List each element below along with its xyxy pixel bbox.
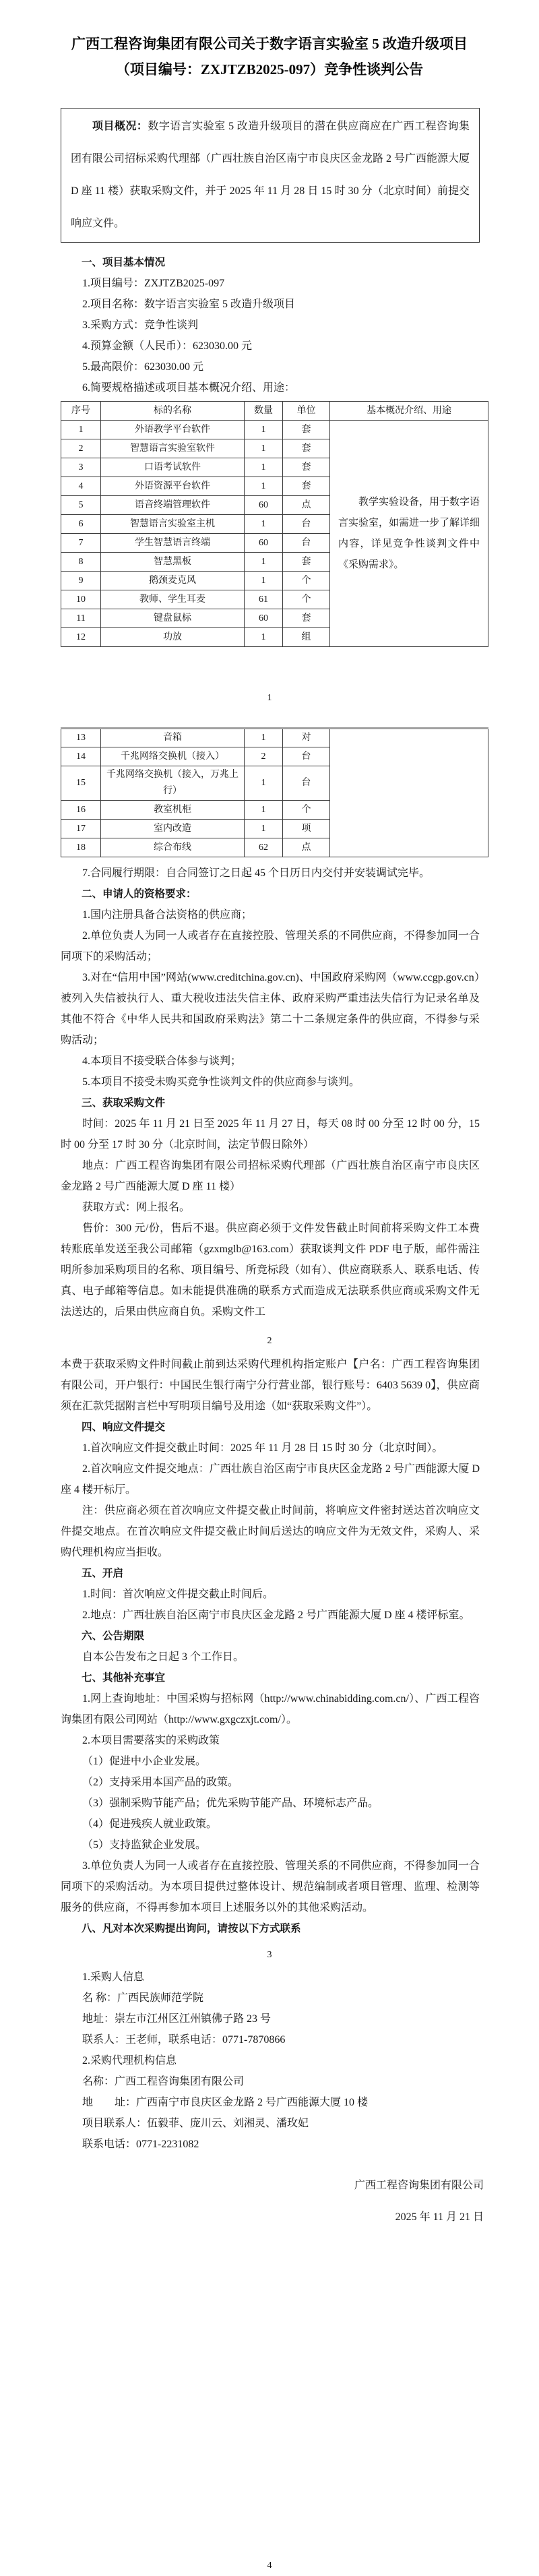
section-heading: 五、开启 xyxy=(82,1568,124,1579)
page-3-paragraphs xyxy=(0,1354,539,1939)
table-cell: 1 xyxy=(245,729,283,747)
paragraph: 获取方式：网上报名。 xyxy=(82,1202,191,1213)
table-row xyxy=(61,729,488,747)
goods-table-page2 xyxy=(61,727,488,857)
section-heading-basic-info: 一、项目基本情况 xyxy=(82,257,166,268)
table-cell: 17 xyxy=(61,820,101,838)
paragraph: 1.首次响应文件提交截止时间：2025 年 11 月 28 日 15 时 30 分（北京时间）。 xyxy=(82,1442,443,1454)
column-header-qty: 数量 xyxy=(245,402,283,421)
goods-table-page1 xyxy=(61,401,488,647)
paragraph: 3.对在“信用中国”网站(www.creditchina.gov.cn)、中国政府采购网（www.ccgp.gov.cn）被列入失信被执行人、重大税收违法失信主体、政府采购严重违法失信行为记录名单及其他不符合《中华人民共和国政府采购法》第二十二条规定条件的供应商，不得参与采购活动； xyxy=(61,972,480,1046)
table-cell: 智慧语言实验室软件 xyxy=(101,439,245,458)
table-cell: 1 xyxy=(245,421,283,439)
paragraph: 1.国内注册具备合法资格的供应商； xyxy=(82,909,253,921)
table-cell: 1 xyxy=(245,458,283,477)
section-basic-info xyxy=(0,252,539,398)
paragraph: 地址：崇左市江州区江州镇佛子路 23 号 xyxy=(82,2013,272,2025)
column-header-no: 序号 xyxy=(61,402,101,421)
paragraph: 2.项目名称：数字语言实验室 5 改造升级项目 xyxy=(82,299,296,310)
table-cell: 外语资源平台软件 xyxy=(101,477,245,496)
table-cell: 60 xyxy=(245,609,283,628)
paragraph: 4.本项目不接受联合体参与谈判； xyxy=(82,1055,242,1067)
table-cell: 学生智慧语言终端 xyxy=(101,534,245,553)
section-heading: 二、申请人的资格要求： xyxy=(82,888,197,900)
table-cell: 个 xyxy=(283,801,330,820)
table-cell: 台 xyxy=(283,534,330,553)
table-cell: 鹅颈麦克风 xyxy=(101,572,245,590)
table-cell: 综合布线 xyxy=(101,838,245,857)
table-cell: 套 xyxy=(283,458,330,477)
table-cell: 智慧黑板 xyxy=(101,553,245,572)
table-cell: 套 xyxy=(283,553,330,572)
table-cell: 语音终端管理软件 xyxy=(101,496,245,515)
table-note-cell: 教学实验设备，用于数字语言实验室，如需进一步了解详细内容，详见竞争性谈判文件中《采购需求》。 xyxy=(330,421,488,647)
signature-company: 广西工程咨询集团有限公司 xyxy=(354,2180,484,2191)
paragraph: 项目联系人：伍毅菲、庞川云、刘湘灵、潘玫妃 xyxy=(82,2118,309,2129)
paragraph: 5.最高限价：623030.00 元 xyxy=(82,361,204,373)
table-cell: 键盘鼠标 xyxy=(101,609,245,628)
paragraph: 2.首次响应文件提交地点：广西壮族自治区南宁市良庆区金龙路 2 号广西能源大厦 D 座 4 楼开标厅。 xyxy=(61,1463,480,1496)
table-row xyxy=(61,421,488,439)
table-cell: 14 xyxy=(61,747,101,766)
signature-date: 2025 年 11 月 21 日 xyxy=(395,2211,484,2223)
table-cell: 项 xyxy=(283,820,330,838)
page-number-2: 2 xyxy=(267,1336,272,1346)
table-cell: 对 xyxy=(283,729,330,747)
table-cell: 1 xyxy=(245,439,283,458)
table-cell: 10 xyxy=(61,590,101,609)
column-header-unit: 单位 xyxy=(283,402,330,421)
table-cell: 15 xyxy=(61,766,101,801)
paragraph: 1.网上查询地址：中国采购与招标网（http://www.chinabidding.com.cn/）、广西工程咨询集团有限公司网站（http://www.gxgczxjt.com/）。 xyxy=(61,1693,480,1725)
paragraph: （5）支持监狱企业发展。 xyxy=(82,1839,207,1851)
table-cell: 点 xyxy=(283,496,330,515)
table-cell: 组 xyxy=(283,628,330,647)
table-cell: 16 xyxy=(61,801,101,820)
table-cell: 套 xyxy=(283,439,330,458)
paragraph: （2）支持采用本国产品的政策。 xyxy=(82,1777,239,1788)
table-cell: 60 xyxy=(245,534,283,553)
section-heading: 七、其他补充事宜 xyxy=(82,1672,166,1684)
table-cell: 13 xyxy=(61,729,101,747)
section-heading: 八、凡对本次采购提出询问，请按以下方式联系 xyxy=(82,1923,301,1934)
page-number-1: 1 xyxy=(267,693,272,703)
table-cell: 台 xyxy=(283,515,330,534)
goods-table-header-row xyxy=(61,402,488,421)
table-cell: 60 xyxy=(245,496,283,515)
table-cell: 1 xyxy=(245,553,283,572)
paragraph: 2.单位负责人为同一人或者存在直接控股、管理关系的不同供应商，不得参加同一合同项下的采购活动； xyxy=(61,930,480,962)
table-cell: 教室机柜 xyxy=(101,801,245,820)
table-cell: 62 xyxy=(245,838,283,857)
table-cell: 室内改造 xyxy=(101,820,245,838)
paragraph: 时间：2025 年 11 月 21 日至 2025 年 11 月 27 日，每天 08 时 00 分至 12 时 00 分，15 时 00 分至 17 时 30 分（北京时间，法定节假日除外） xyxy=(61,1118,480,1151)
table-cell: 18 xyxy=(61,838,101,857)
table-cell: 2 xyxy=(61,439,101,458)
paragraph: 3.采购方式：竞争性谈判 xyxy=(82,319,199,331)
paragraph: 名称：广西工程咨询集团有限公司 xyxy=(82,2076,245,2087)
paragraph: （4）促进残疾人就业政策。 xyxy=(82,1818,218,1830)
paragraph: 联系电话：0771-2231082 xyxy=(82,2139,199,2150)
paragraph: （1）促进中小企业发展。 xyxy=(82,1756,207,1767)
table-cell: 台 xyxy=(283,766,330,801)
column-header-name: 标的名称 xyxy=(101,402,245,421)
project-overview-text xyxy=(71,111,470,240)
table-cell: 1 xyxy=(245,820,283,838)
table-cell: 1 xyxy=(245,766,283,801)
paragraph: 联系人：王老师，联系电话：0771-7870866 xyxy=(82,2034,286,2046)
table-cell: 口语考试软件 xyxy=(101,458,245,477)
table-cell: 教师、学生耳麦 xyxy=(101,590,245,609)
table-cell: 8 xyxy=(61,553,101,572)
page-2-paragraphs xyxy=(0,863,539,1322)
project-overview-body: 数字语言实验室 5 改造升级项目的潜在供应商应在广西工程咨询集团有限公司招标采购代理部（广西壮族自治区南宁市良庆区金龙路 2 号广西能源大厦 D 座 11 楼）获取采购文件，并于 2025 年 11 月 28 日 15 时 30 分（北京时间）前提交响应文件。 xyxy=(71,121,470,229)
table-cell: 点 xyxy=(283,838,330,857)
table-cell: 千兆网络交换机（接入，万兆上行） xyxy=(101,766,245,801)
table-cell: 11 xyxy=(61,609,101,628)
paragraph: 售价：300 元/份，售后不退。供应商必须于文件发售截止时间前将采购文件工本费转账底单发送至我公司邮箱（gzxmglb@163.com）获取谈判文件 PDF 电子版，邮件需注明所参加采购项目的名称、项目编号、所竞标段（如有）、供应商联系人、联系电话、传真、电子邮箱等信息。如未能提供准确的联系方式而造成无法联系供应商或采购文件无法送达的，后果由供应商自负。采购文件工 xyxy=(61,1223,480,1318)
table-cell: 外语教学平台软件 xyxy=(101,421,245,439)
table-cell: 4 xyxy=(61,477,101,496)
table-cell: 1 xyxy=(245,477,283,496)
paragraph: 本费于获取采购文件时间截止前到达采购代理机构指定账户【户名：广西工程咨询集团有限公司，开户银行：中国民生银行南宁分行营业部，银行账号：6403 5639 0】，供应商须在汇款凭据附言栏中写明项目编号及用途（如“获取采购文件”）。 xyxy=(61,1359,480,1412)
table-cell: 智慧语言实验室主机 xyxy=(101,515,245,534)
signature-block xyxy=(0,2170,484,2233)
table-cell: 1 xyxy=(245,628,283,647)
table-cell: 音箱 xyxy=(101,729,245,747)
table-cell: 套 xyxy=(283,609,330,628)
page-4-paragraphs xyxy=(0,1967,539,2155)
document-title-line2: （项目编号：ZXJTZB2025-097）竞争性谈判公告 xyxy=(115,61,424,78)
table-cell: 套 xyxy=(283,421,330,439)
table-cell: 61 xyxy=(245,590,283,609)
paragraph: （3）强制采购节能产品；优先采购节能产品、环境标志产品。 xyxy=(82,1798,379,1809)
table-empty-cell xyxy=(330,729,488,857)
paragraph: 2.采购代理机构信息 xyxy=(82,2055,177,2066)
paragraph: 地 址：广西南宁市良庆区金龙路 2 号广西能源大厦 10 楼 xyxy=(82,2097,369,2108)
table-cell: 6 xyxy=(61,515,101,534)
section-basic-info-items xyxy=(0,273,539,398)
paragraph: 2.本项目需要落实的采购政策 xyxy=(82,1735,220,1746)
paragraph: 6.简要规格描述或项目基本概况介绍、用途： xyxy=(82,382,296,394)
table-cell: 套 xyxy=(283,477,330,496)
paragraph: 自本公告发布之日起 3 个工作日。 xyxy=(82,1651,245,1663)
table-cell: 3 xyxy=(61,458,101,477)
paragraph: 7.合同履行期限：自合同签订之日起 45 个日历日内交付并安装调试完毕。 xyxy=(82,867,431,879)
paragraph: 地点：广西工程咨询集团有限公司招标采购代理部（广西壮族自治区南宁市良庆区金龙路 2 号广西能源大厦 D 座 11 楼） xyxy=(61,1160,480,1192)
table-cell: 1 xyxy=(245,515,283,534)
table-cell: 5 xyxy=(61,496,101,515)
page-number-4: 4 xyxy=(267,2560,272,2571)
project-overview-box xyxy=(61,108,480,243)
table-cell: 功放 xyxy=(101,628,245,647)
section-heading: 三、获取采购文件 xyxy=(82,1097,166,1109)
table-cell: 9 xyxy=(61,572,101,590)
table-cell: 7 xyxy=(61,534,101,553)
table-cell: 台 xyxy=(283,747,330,766)
table-cell: 个 xyxy=(283,590,330,609)
paragraph: 4.预算金额（人民币）：623030.00 元 xyxy=(82,340,253,352)
table-cell: 1 xyxy=(245,572,283,590)
paragraph: 5.本项目不接受未购买竞争性谈判文件的供应商参与谈判。 xyxy=(82,1076,360,1088)
project-overview-label: 项目概况： xyxy=(92,121,148,132)
section-heading: 六、公告期限 xyxy=(82,1630,145,1642)
page-number-3: 3 xyxy=(267,1950,272,1960)
paragraph: 1.采购人信息 xyxy=(82,1971,145,1983)
paragraph: 1.项目编号：ZXJTZB2025-097 xyxy=(82,278,225,289)
paragraph: 注：供应商必须在首次响应文件提交截止时间前，将响应文件密封送达首次响应文件提交地点。在首次响应文件提交截止时间后送达的响应文件为无效文件，采购人、采购代理机构应当拒收。 xyxy=(61,1505,480,1558)
column-header-desc: 基本概况介绍、用途 xyxy=(330,402,488,421)
paragraph: 2.地点：广西壮族自治区南宁市良庆区金龙路 2 号广西能源大厦 D 座 4 楼评标室。 xyxy=(82,1609,470,1621)
table-cell: 千兆网络交换机（接入） xyxy=(101,747,245,766)
document-title xyxy=(0,0,539,82)
document-title-line1: 广西工程咨询集团有限公司关于数字语言实验室 5 改造升级项目 xyxy=(71,36,468,52)
table-cell: 2 xyxy=(245,747,283,766)
paragraph: 3.单位负责人为同一人或者存在直接控股、管理关系的不同供应商，不得参加同一合同项下的采购活动。为本项目提供过整体设计、规范编制或者项目管理、监理、检测等服务的供应商，不得再参加本项目上述服务以外的其他采购活动。 xyxy=(61,1860,480,1913)
table-cell: 1 xyxy=(61,421,101,439)
section-heading: 四、响应文件提交 xyxy=(82,1421,166,1433)
table-cell: 12 xyxy=(61,628,101,647)
paragraph: 名 称：广西民族师范学院 xyxy=(82,1992,204,2004)
table-cell: 个 xyxy=(283,572,330,590)
table-cell: 1 xyxy=(245,801,283,820)
paragraph: 1.时间：首次响应文件提交截止时间后。 xyxy=(82,1589,274,1600)
